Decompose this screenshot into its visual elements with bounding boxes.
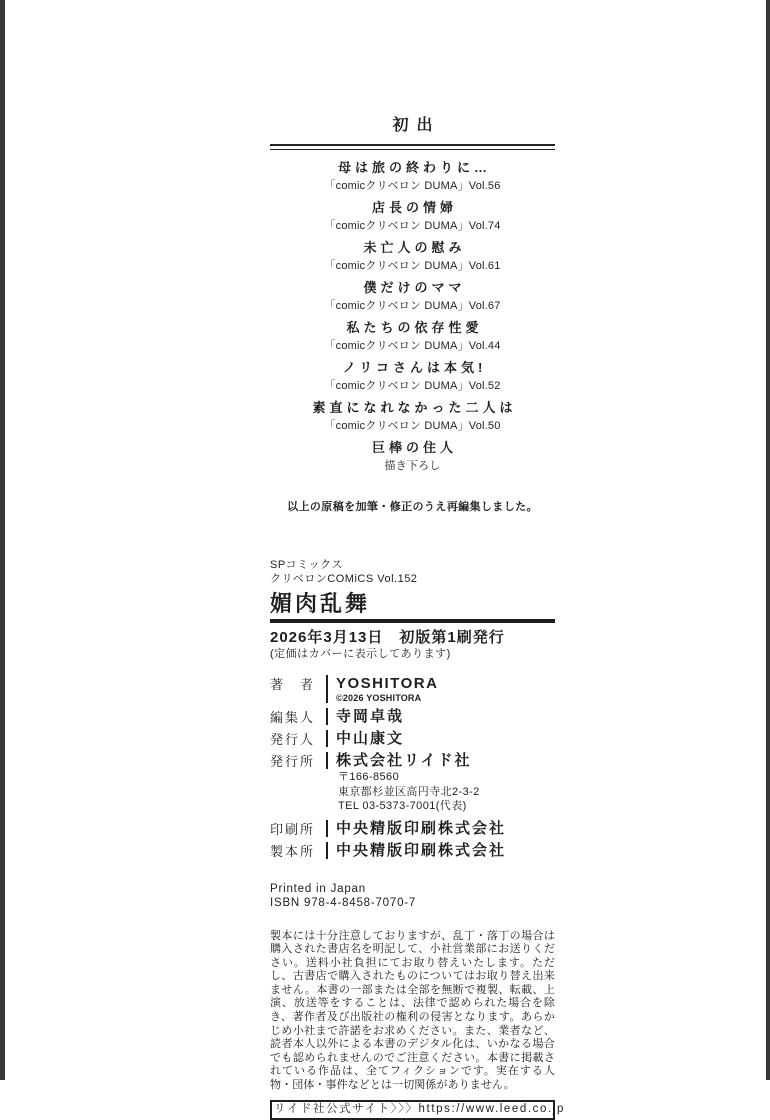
scan-edge-left	[0, 0, 5, 1080]
chapter-source: 「comicクリベロン DUMA」Vol.56	[324, 180, 501, 192]
credit-label: 印刷所	[270, 821, 313, 837]
series-label: SPコミックス	[270, 559, 343, 571]
price-note: (定価はカバーに表示してあります)	[270, 648, 451, 660]
editor-name: 寺岡卓哉	[336, 708, 405, 725]
series-volume: クリベロンCOMiCS Vol.152	[270, 573, 418, 585]
credit-label: 発行所	[270, 754, 313, 769]
chapter-title: 店長の情婦	[371, 200, 457, 215]
publisher-address	[326, 771, 555, 814]
heading-divider	[270, 144, 555, 150]
official-site-box: リイド社公式サイト〉〉〉https://www.leed.co.jp	[270, 1100, 555, 1120]
chapter-title: 僕だけのママ	[363, 280, 466, 295]
credit-row-issuer	[270, 730, 555, 747]
first-publication-list	[270, 161, 555, 472]
phone-number: TEL 03-5373-7001(代表)	[338, 800, 467, 812]
reedit-note: 以上の原稿を加筆・修正のうえ再編集しました。	[287, 501, 538, 513]
list-item	[270, 401, 555, 432]
chapter-title: ノリコさんは本気!	[342, 360, 487, 375]
print-info	[270, 882, 555, 910]
list-item	[270, 241, 555, 272]
edition-date: 2026年3月13日 初版第1刷発行	[270, 629, 505, 646]
chapter-title: 未亡人の慰み	[363, 240, 466, 255]
printer-name: 中央精版印刷株式会社	[336, 819, 507, 837]
credit-row-editor	[270, 708, 555, 725]
binder-name: 中央精版印刷株式会社	[336, 841, 507, 859]
title-divider	[270, 619, 555, 623]
legal-disclaimer: 製本には十分注意しておりますが、乱丁・落丁の場合は購入された書店名を明記して、小社営業部にお送りください。送料小社負担にてお取り替えいたします。ただし、古書店で購入されたものについてはお取り替え出来ません。本書の一部または全部を無断で複製、転載、上演、放送等をすることは、法律で認められた場合を除き、著作者及び出版社の権利の侵害となります。あらかじめ小社まで許諾をお求めください。また、業者など、読者本人以外による本書のデジタル化は、いかなる場合でも認められませんのでご注意ください。本書に掲載されている作品は、全てフィクションです。実在する人物・団体・事件などとは一切関係がありません。	[270, 929, 555, 1092]
credit-label: 編集人	[270, 710, 313, 725]
list-item	[270, 281, 555, 312]
chapter-title: 私たちの依存性愛	[346, 320, 483, 335]
book-title: 媚肉乱舞	[270, 591, 371, 616]
author-name: YOSHITORA	[336, 675, 439, 692]
credit-row-author	[270, 675, 555, 703]
credit-row-printer	[270, 820, 555, 837]
colophon-block	[270, 558, 565, 1120]
chapter-title: 母は旅の終わりに…	[337, 160, 491, 175]
chapter-source: 「comicクリベロン DUMA」Vol.67	[324, 300, 501, 312]
list-item	[270, 201, 555, 232]
credit-label: 製本所	[270, 843, 313, 859]
chapter-source: 「comicクリベロン DUMA」Vol.74	[324, 220, 501, 232]
chapter-source: 「comicクリベロン DUMA」Vol.50	[324, 420, 501, 432]
chapter-title: 素直になれなかった二人は	[312, 400, 517, 415]
list-item	[270, 161, 555, 192]
chapter-title: 巨棒の住人	[371, 440, 457, 455]
publisher-name: 株式会社リイド社	[336, 752, 472, 769]
credit-row-binder	[270, 842, 555, 859]
first-publication-heading: 初出	[392, 117, 441, 134]
chapter-source: 「comicクリベロン DUMA」Vol.61	[324, 260, 501, 272]
credit-label: 発行人	[270, 732, 313, 747]
chapter-source: 「comicクリベロン DUMA」Vol.44	[324, 340, 501, 352]
copyright-line: ©2026 YOSHITORA	[336, 693, 422, 703]
scan-edge-right	[766, 0, 770, 1080]
chapter-source: 描き下ろし	[384, 460, 441, 472]
printed-in-japan: Printed in Japan	[270, 882, 366, 895]
issuer-name: 中山康文	[336, 730, 405, 747]
credit-label: 著者	[270, 677, 313, 692]
colophon-page	[270, 0, 565, 1120]
postal-code: 〒166-8560	[338, 771, 400, 783]
credits-table	[270, 675, 555, 859]
list-item	[270, 441, 555, 472]
credit-row-publisher	[270, 752, 555, 815]
street-address: 東京都杉並区高円寺北2-3-2	[338, 785, 480, 798]
list-item	[270, 361, 555, 392]
list-item	[270, 321, 555, 352]
isbn: ISBN 978-4-8458-7070-7	[270, 896, 417, 909]
chapter-source: 「comicクリベロン DUMA」Vol.52	[324, 380, 501, 392]
